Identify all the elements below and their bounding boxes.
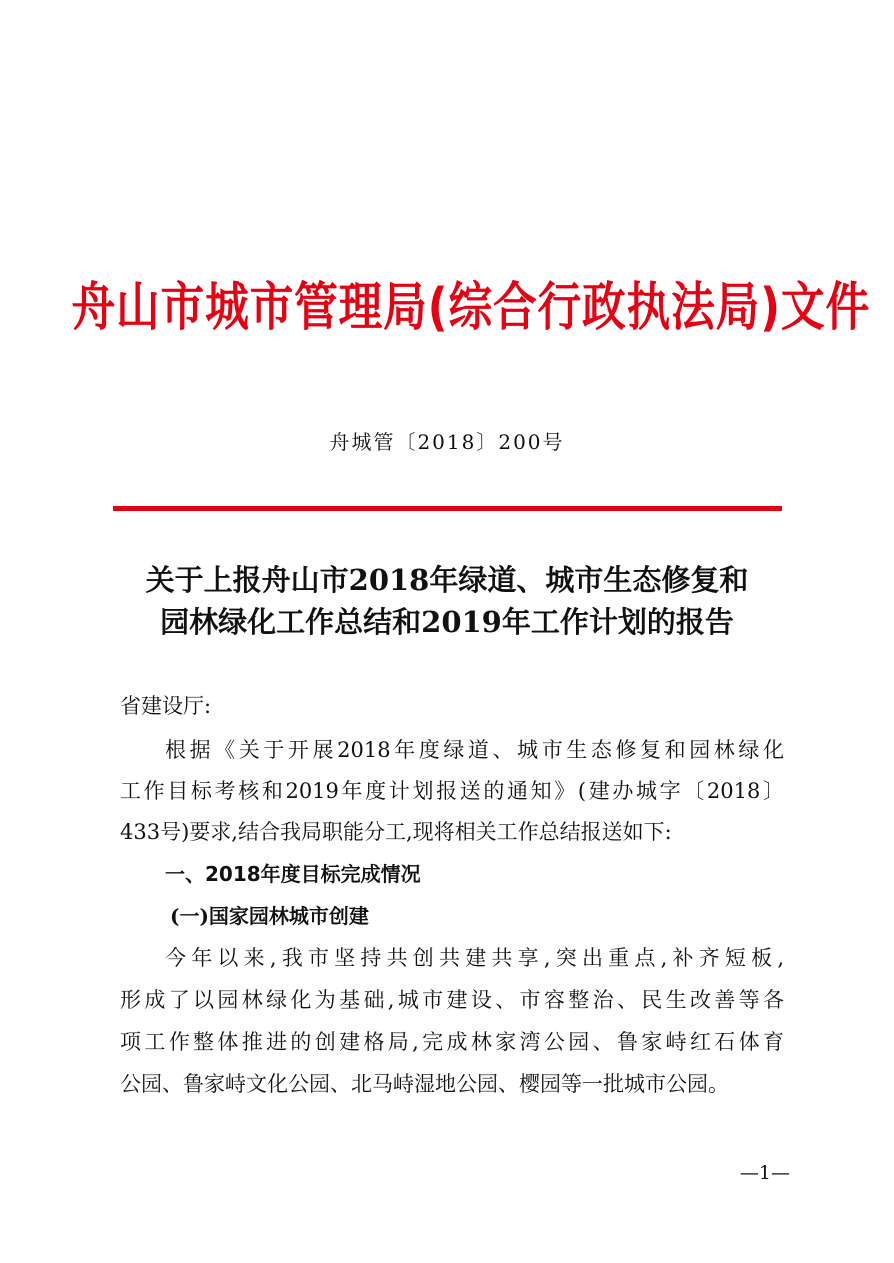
document-number: 舟城管〔2018〕200号 [329, 430, 565, 454]
section-heading: 一、2018年度目标完成情况 [165, 862, 421, 886]
document-title-line-2: 园林绿化工作总结和2019年工作计划的报告 [160, 605, 734, 639]
paragraph-line-2: 形成了以园林绿化为基础,城市建设、市容整治、民生改善等各 [120, 988, 784, 1012]
addressee: 省建设厅: [120, 694, 212, 718]
document-title-line-1: 关于上报舟山市2018年绿道、城市生态修复和 [145, 563, 749, 597]
issuer-masthead: 舟山市城市管理局(综合行政执法局)文件 [71, 278, 870, 338]
paragraph-line-3: 项工作整体推进的创建格局,完成林家湾公园、鲁家峙红石体育 [120, 1030, 784, 1054]
intro-line-1: 根据《关于开展2018年度绿道、城市生态修复和园林绿化 [165, 738, 784, 762]
subsection-heading: (一)国家园林城市创建 [170, 904, 369, 928]
intro-line-3: 433号)要求,结合我局职能分工,现将相关工作总结报送如下: [120, 820, 672, 844]
paragraph-line-4: 公园、鲁家峙文化公园、北马峙湿地公园、樱园等一批城市公园。 [120, 1072, 729, 1096]
intro-line-2: 工作目标考核和2019年度计划报送的通知》(建办城字〔2018〕 [120, 779, 784, 803]
paragraph-line-1: 今年以来,我市坚持共创共建共享,突出重点,补齐短板, [165, 946, 784, 970]
page-number: —1— [739, 1162, 790, 1184]
red-separator-rule [113, 506, 782, 511]
